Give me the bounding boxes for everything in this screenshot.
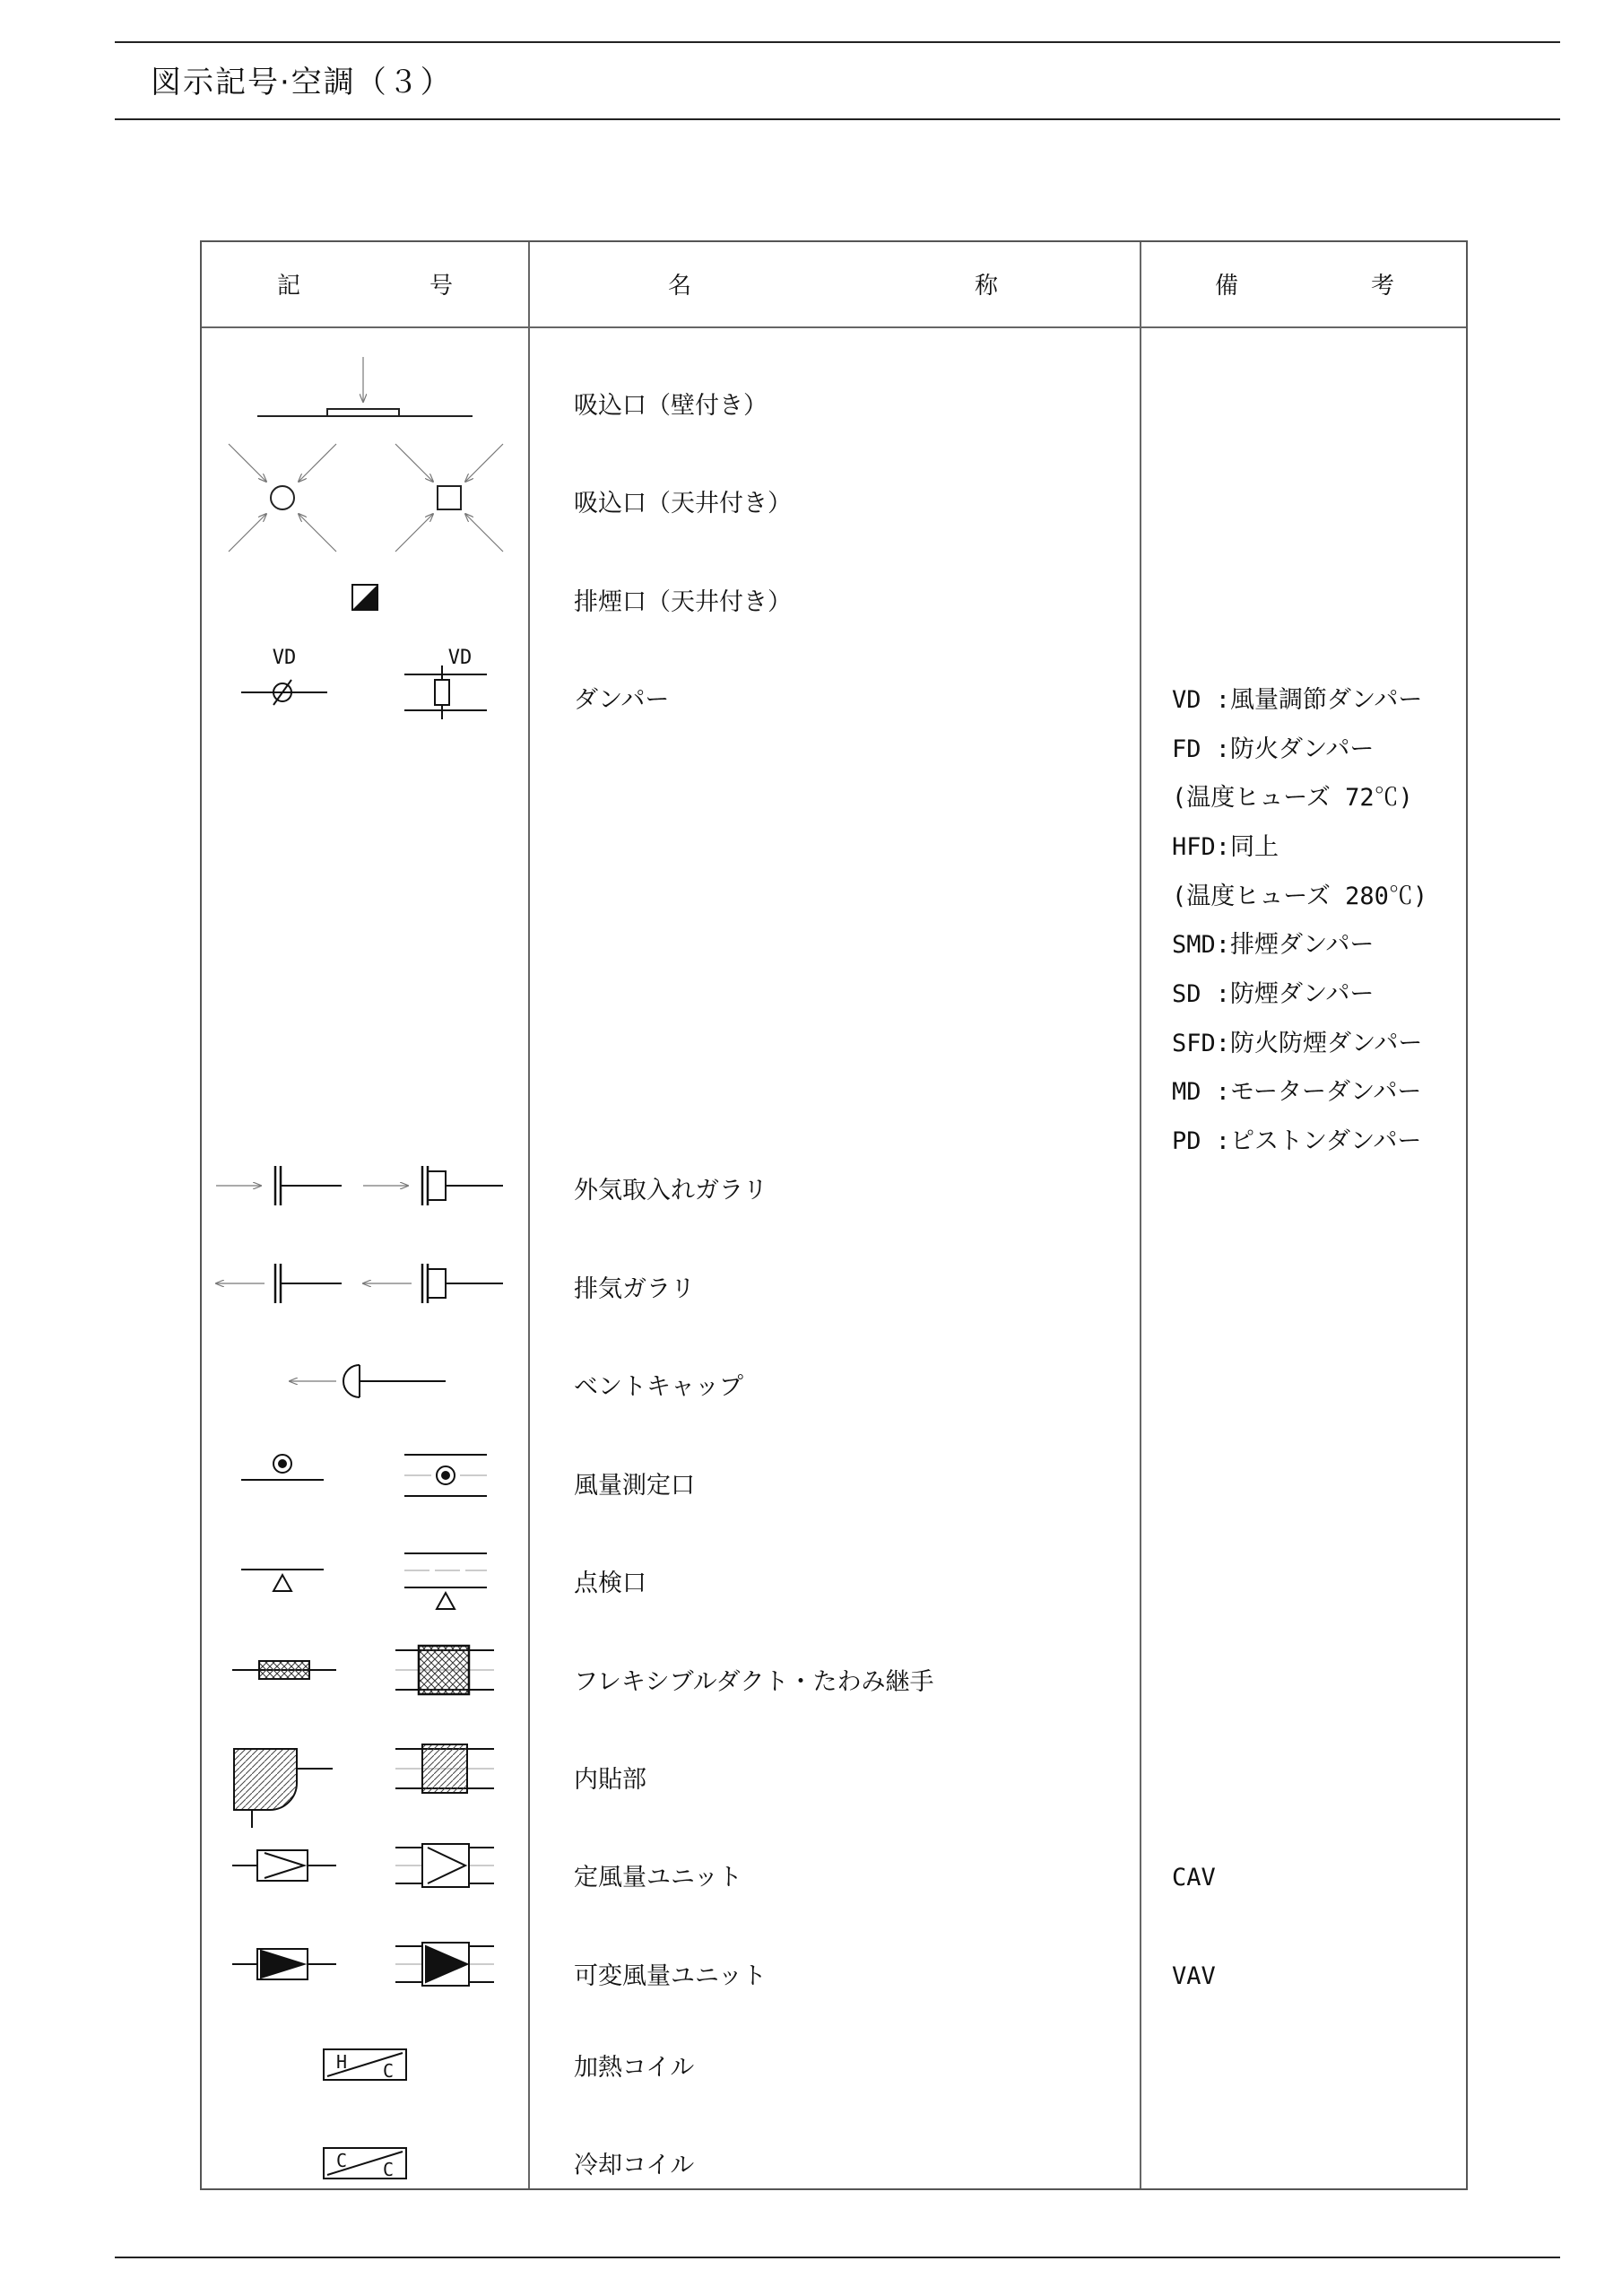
damper-vd-label-right: VD (447, 647, 473, 669)
header-symbol-2: 号 (429, 273, 454, 300)
symbol-table (200, 240, 1468, 2190)
row-name-cav: 定風量ユニット (574, 1864, 742, 1892)
header-name-1: 名 (668, 273, 692, 300)
outside-air-louver-icon (216, 1166, 503, 1205)
row-name-heating-coil: 加熱コイル (574, 2054, 695, 2082)
row-name-lining: 内貼部 (574, 1766, 646, 1794)
header-note-2: 考 (1371, 273, 1395, 300)
note-sd: SD :防煙ダンパー (1172, 980, 1375, 1008)
row-name-suction-wall: 吸込口（壁付き） (574, 392, 768, 420)
note-cav: CAV (1172, 1864, 1216, 1892)
airflow-port-icon (241, 1455, 487, 1496)
suction-wall-icon (257, 357, 473, 416)
row-name-exhaust-louver: 排気ガラリ (574, 1275, 695, 1303)
row-name-access-door: 点検口 (574, 1570, 646, 1597)
note-smd: SMD:排煙ダンパー (1172, 931, 1375, 959)
title-rule (115, 118, 1560, 120)
note-md: MD :モーターダンパー (1172, 1078, 1422, 1106)
exhaust-louver-icon (216, 1264, 503, 1303)
header-symbol-1: 記 (277, 273, 301, 300)
row-name-cooling-coil: 冷却コイル (574, 2152, 695, 2179)
top-rule (115, 41, 1560, 43)
cooling-coil-c-label-2: C (383, 2159, 395, 2180)
suction-ceiling-icon (229, 444, 503, 552)
note-fd: FD :防火ダンパー (1172, 735, 1375, 763)
note-hfd: HFD:同上 (1172, 833, 1279, 861)
header-note-1: 備 (1215, 273, 1239, 300)
note-vd: VD :風量調節ダンパー (1172, 686, 1423, 714)
bottom-rule (115, 2257, 1560, 2258)
cooling-coil-c-label-1: C (336, 2150, 348, 2171)
damper-icon (241, 647, 487, 719)
col-divider-2 (1140, 242, 1141, 2188)
vav-unit-icon (232, 1943, 494, 1986)
symbol-column-graphics (202, 242, 528, 2192)
col-divider-1 (528, 242, 530, 2188)
heating-coil-icon (324, 2049, 406, 2082)
row-name-airflow-port: 風量測定口 (574, 1472, 695, 1500)
note-fd-fuse: (温度ヒューズ 72℃) (1172, 784, 1413, 812)
header-name-2: 称 (975, 273, 999, 300)
row-name-damper: ダンパー (574, 686, 670, 714)
vent-cap-icon (290, 1365, 446, 1397)
row-name-outside-air-louver: 外気取入れガラリ (574, 1177, 768, 1205)
page-title: 図示記号·空調（３） (151, 65, 453, 100)
access-door-icon (241, 1553, 487, 1609)
note-pd: PD :ピストンダンパー (1172, 1127, 1422, 1155)
damper-vd-label-left: VD (272, 647, 297, 669)
note-sfd: SFD:防火防煙ダンパー (1172, 1030, 1423, 1057)
row-name-suction-ceiling: 吸込口（天井付き） (574, 490, 792, 517)
cooling-coil-icon (324, 2148, 406, 2180)
flexible-duct-icon (232, 1646, 494, 1694)
heating-coil-h-label: H (336, 2051, 348, 2073)
row-name-vav: 可変風量ユニット (574, 1962, 767, 1990)
row-name-flexible-duct: フレキシブルダクト・たわみ継手 (574, 1668, 934, 1696)
smoke-outlet-icon (352, 585, 377, 610)
lining-icon (234, 1744, 494, 1828)
row-name-vent-cap: ベントキャップ (574, 1373, 743, 1401)
note-vav: VAV (1172, 1962, 1216, 1990)
cav-unit-icon (232, 1844, 494, 1887)
note-hfd-fuse: (温度ヒューズ 280℃) (1172, 883, 1428, 910)
heating-coil-c-label: C (383, 2060, 395, 2082)
row-name-smoke-outlet: 排煙口（天井付き） (574, 588, 792, 616)
